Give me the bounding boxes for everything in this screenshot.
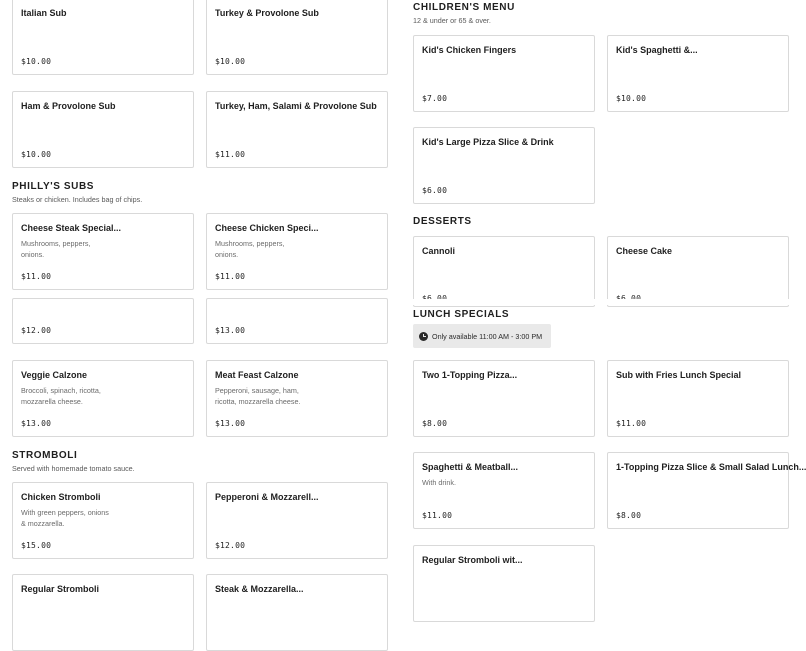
menu-item-card[interactable] [206, 574, 388, 651]
childrens-grid [413, 35, 789, 112]
item-name: Regular Stromboli wit... [422, 555, 523, 565]
item-description-line: onions. [215, 250, 239, 259]
item-description-line: Pepperoni, sausage, ham, [215, 386, 299, 395]
menu-item-card[interactable] [12, 91, 194, 168]
childrens-grid-row2 [413, 127, 789, 204]
menu-item-card[interactable] [12, 298, 194, 344]
menu-item-card[interactable] [607, 35, 789, 112]
item-price: $8.00 [422, 419, 448, 428]
menu-item-card[interactable] [413, 360, 595, 437]
lunch-grid [413, 360, 789, 437]
item-description-line: With green peppers, onions [21, 508, 109, 517]
section-title: STROMBOLI [12, 450, 78, 461]
menu-item-card[interactable] [206, 213, 388, 290]
item-price: $11.00 [215, 150, 246, 159]
menu-item-card[interactable] [413, 545, 595, 622]
item-price: $11.00 [422, 511, 453, 520]
menu-item-card[interactable] [12, 574, 194, 651]
menu-item-card[interactable] [607, 236, 789, 307]
phillys-subs-header [12, 181, 142, 204]
item-price: $12.00 [215, 541, 246, 550]
item-price: $13.00 [21, 419, 52, 428]
item-price: $10.00 [21, 57, 52, 66]
item-description [21, 507, 133, 529]
item-description-line: With drink. [422, 478, 456, 487]
item-price: $8.00 [616, 511, 642, 520]
desserts-grid [413, 236, 789, 307]
menu-item-card[interactable] [413, 452, 595, 529]
item-name: Cheese Steak Special... [21, 223, 122, 233]
item-price: $6.00 [422, 186, 448, 195]
item-price: $10.00 [21, 150, 52, 159]
item-price: $10.00 [215, 57, 246, 66]
section-title: CHILDREN'S MENU [413, 2, 515, 13]
item-name: Veggie Calzone [21, 370, 88, 380]
item-price: $11.00 [21, 272, 52, 281]
childrens-menu-header [413, 2, 515, 25]
lunch-grid-row3 [413, 545, 789, 622]
item-description-line: onions. [21, 250, 45, 259]
section-divider [413, 299, 789, 305]
menu-item-card[interactable] [413, 236, 595, 307]
menu-item-card[interactable] [12, 360, 194, 437]
item-name: Chicken Stromboli [21, 492, 101, 502]
availability-text: Only available 11:00 AM - 3:00 PM [432, 331, 543, 341]
item-price: $11.00 [215, 272, 246, 281]
phillys-grid [12, 213, 388, 290]
item-name: Turkey, Ham, Salami & Provolone Sub [215, 101, 377, 111]
desserts-header [413, 216, 472, 227]
item-name: 1-Topping Pizza Slice & Small Salad Lunch... [616, 462, 806, 472]
item-name: Italian Sub [21, 8, 67, 18]
stromboli-header [12, 450, 135, 473]
item-description [21, 385, 133, 407]
item-description [215, 238, 327, 260]
item-description-line: ricotta, mozzarella cheese. [215, 397, 301, 406]
item-name: Kid's Large Pizza Slice & Drink [422, 137, 554, 147]
menu-item-card[interactable] [413, 127, 595, 204]
item-description [21, 238, 133, 260]
menu-item-card[interactable] [206, 91, 388, 168]
menu-item-card[interactable] [413, 35, 595, 112]
stromboli-grid-row2 [12, 574, 388, 651]
menu-item-card[interactable] [206, 0, 388, 75]
item-name: Kid's Chicken Fingers [422, 45, 517, 55]
item-name: Cheese Cake [616, 246, 673, 256]
item-name: Ham & Provolone Sub [21, 101, 116, 111]
item-name: Two 1-Topping Pizza... [422, 370, 518, 380]
item-name: Cannoli [422, 246, 455, 256]
item-price: $15.00 [21, 541, 52, 550]
menu-item-card[interactable] [206, 360, 388, 437]
menu-item-card[interactable] [206, 482, 388, 559]
menu-item-card[interactable] [12, 0, 194, 75]
item-description [215, 385, 347, 407]
item-description-line: Mushrooms, peppers, [215, 239, 285, 248]
item-name: Kid's Spaghetti &... [616, 45, 698, 55]
item-name: Turkey & Provolone Sub [215, 8, 319, 18]
menu-item-card[interactable] [206, 298, 388, 344]
section-title: PHILLY'S SUBS [12, 181, 95, 192]
item-price: $12.00 [21, 326, 52, 335]
item-price: $7.00 [422, 94, 448, 103]
item-price: $11.00 [616, 419, 647, 428]
item-description-line: Mushrooms, peppers, [21, 239, 91, 248]
section-subtitle: 12 & under or 65 & over. [413, 16, 491, 25]
lunch-grid-row2 [413, 452, 806, 529]
lunch-specials-header [413, 309, 509, 320]
item-name: Regular Stromboli [21, 584, 100, 594]
item-name: Steak & Mozzarella... [215, 584, 304, 594]
item-description-line: mozzarella cheese. [21, 397, 83, 406]
menu-item-card[interactable] [12, 482, 194, 559]
menu-item-card[interactable] [607, 452, 806, 529]
section-title: DESSERTS [413, 216, 472, 227]
item-name: Cheese Chicken Speci... [215, 223, 319, 233]
section-title: LUNCH SPECIALS [413, 309, 510, 320]
clock-icon [419, 332, 428, 341]
phillys-grid-row2 [12, 298, 388, 344]
item-price: $10.00 [616, 94, 647, 103]
item-price: $13.00 [215, 326, 246, 335]
item-description-line: & mozzarella. [21, 519, 65, 528]
item-name: Meat Feast Calzone [215, 370, 299, 380]
menu-item-card[interactable] [607, 360, 789, 437]
item-price: $13.00 [215, 419, 246, 428]
item-name: Sub with Fries Lunch Special [616, 370, 742, 380]
item-name: Spaghetti & Meatball... [422, 462, 519, 472]
item-description [422, 477, 534, 488]
stromboli-grid [12, 482, 388, 559]
section-subtitle: Served with homemade tomato sauce. [12, 464, 135, 473]
item-description-line: Broccoli, spinach, ricotta, [21, 386, 101, 395]
calzone-grid [12, 360, 388, 437]
subs-grid [12, 0, 388, 75]
menu-item-card[interactable] [12, 213, 194, 290]
section-subtitle: Steaks or chicken. Includes bag of chips. [12, 195, 143, 204]
subs-grid-row2 [12, 91, 388, 168]
availability-badge [413, 324, 551, 348]
item-name: Pepperoni & Mozzarell... [215, 492, 319, 502]
